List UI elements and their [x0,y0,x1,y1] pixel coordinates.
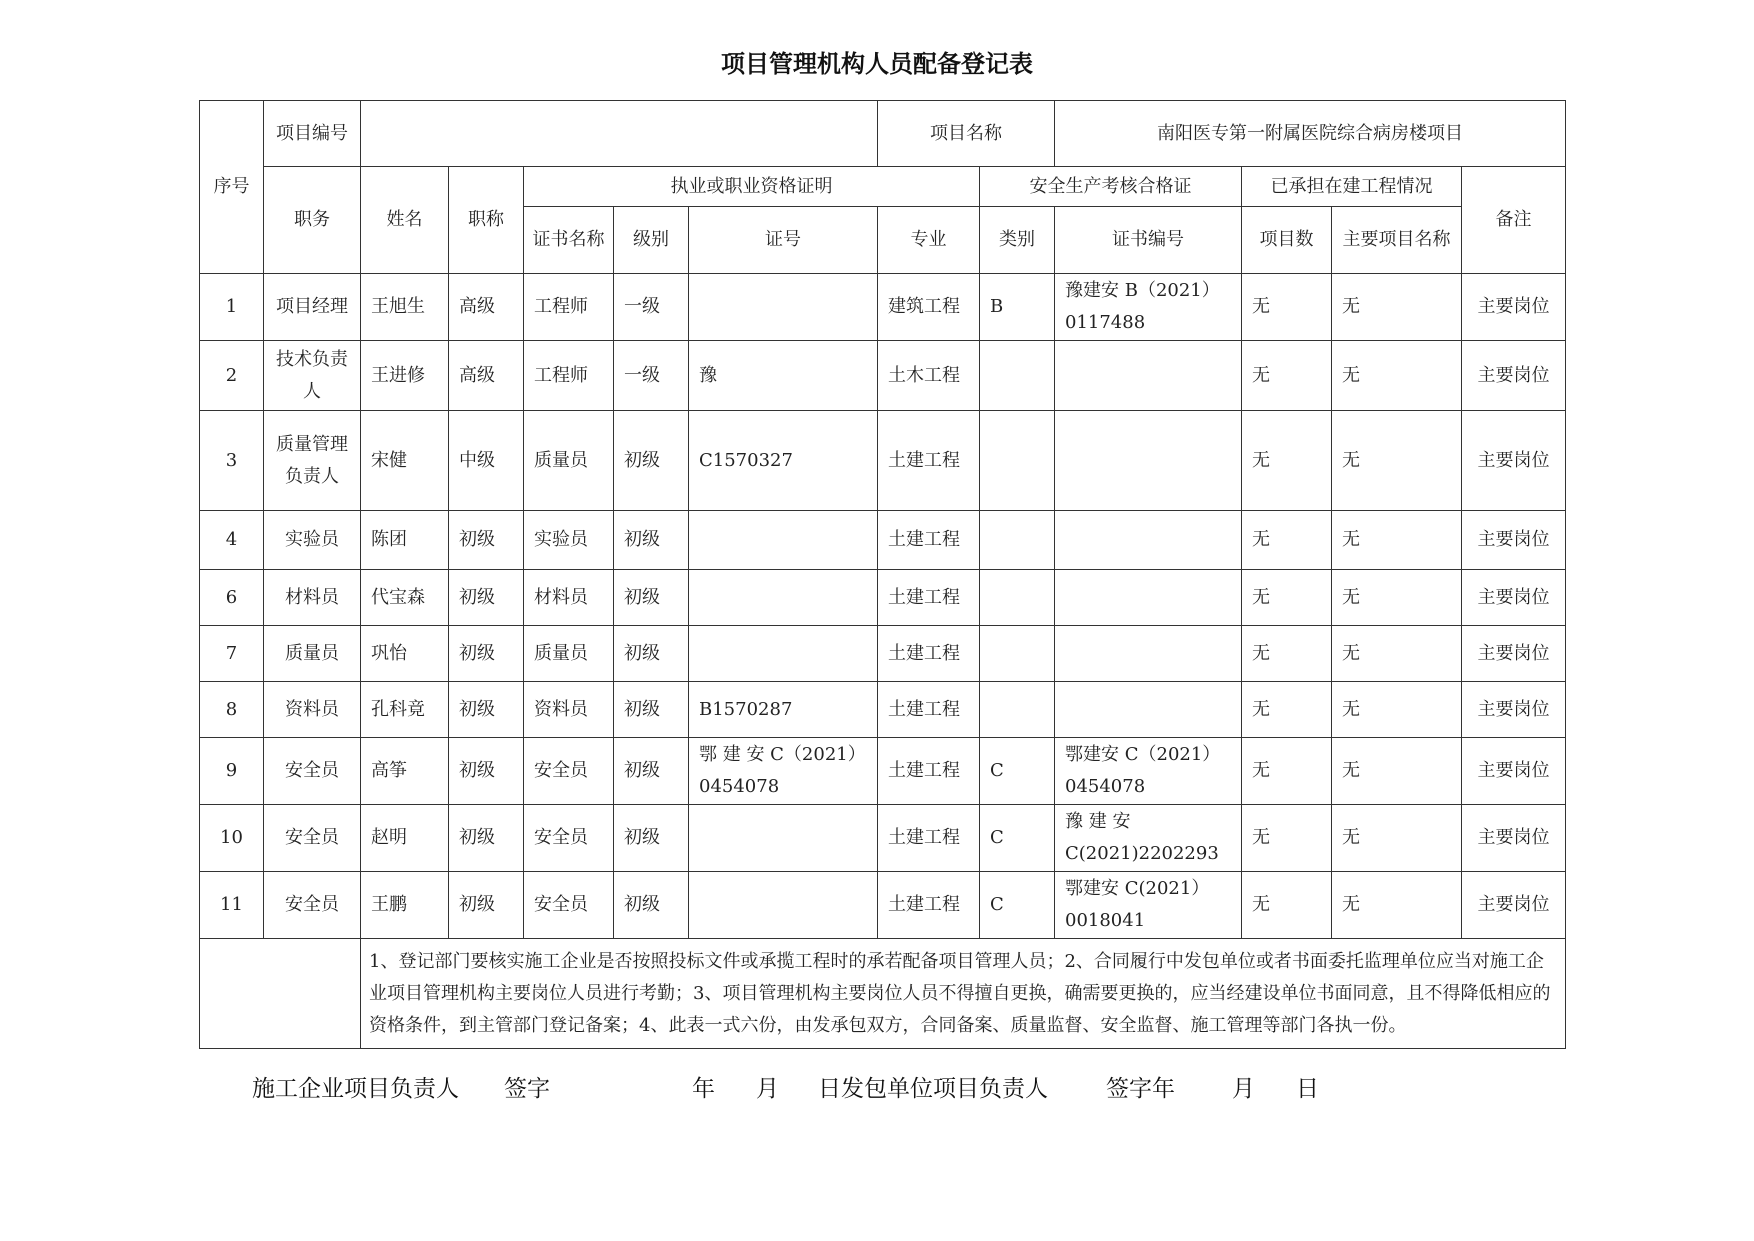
cell-cert-no [689,274,878,341]
cell-name: 宋健 [361,411,449,511]
project-code-value [361,101,878,167]
cell-safety-cert-no: 豫 建 安 C(2021)2202293 [1055,805,1242,872]
cell-main-project: 无 [1332,682,1462,738]
cell-name: 代宝森 [361,570,449,626]
header-seq: 序号 [200,101,264,274]
cell-level: 一级 [614,274,689,341]
cell-position: 技术负责人 [264,341,361,411]
cell-cert-name: 实验员 [524,511,614,570]
cell-cert-no [689,626,878,682]
cell-level: 初级 [614,738,689,805]
cell-safety-cert-no [1055,570,1242,626]
header-position: 职务 [264,167,361,274]
cell-cert-no: 豫 [689,341,878,411]
cell-title: 初级 [449,738,524,805]
year-label: 年 [692,1076,715,1102]
cell-position: 质量管理负责人 [264,411,361,511]
header-safety-cert-no: 证书编号 [1055,207,1242,274]
contractor-lead-label: 施工企业项目负责人 [252,1076,459,1102]
cell-level: 初级 [614,682,689,738]
cell-level: 初级 [614,872,689,939]
cell-major: 土建工程 [878,738,980,805]
cell-cert-no: 鄂 建 安 C（2021）0454078 [689,738,878,805]
cell-cert-name: 质量员 [524,626,614,682]
header-project-count: 项目数 [1242,207,1332,274]
cell-seq: 2 [200,341,264,411]
cell-level: 初级 [614,626,689,682]
sign-label: 签字 [504,1076,550,1102]
cell-safety-type [980,626,1055,682]
cell-main-project: 无 [1332,805,1462,872]
cell-major: 土建工程 [878,805,980,872]
cell-safety-type: C [980,805,1055,872]
cell-safety-type: C [980,738,1055,805]
cell-project-count: 无 [1242,626,1332,682]
cell-name: 巩怡 [361,626,449,682]
header-cert-no: 证号 [689,207,878,274]
header-remark: 备注 [1462,167,1566,274]
cell-title: 高级 [449,274,524,341]
cell-project-count: 无 [1242,570,1332,626]
table-row [200,738,1566,805]
cell-major: 土建工程 [878,511,980,570]
cell-cert-no [689,805,878,872]
cell-cert-name: 材料员 [524,570,614,626]
cell-level: 一级 [614,341,689,411]
cell-safety-cert-no [1055,682,1242,738]
project-name-value: 南阳医专第一附属医院综合病房楼项目 [1055,101,1566,167]
header-safety-group: 安全生产考核合格证 [980,167,1242,207]
cell-project-count: 无 [1242,872,1332,939]
cell-seq: 1 [200,274,264,341]
cell-title: 初级 [449,682,524,738]
cell-major: 土木工程 [878,341,980,411]
cell-safety-type [980,511,1055,570]
cell-name: 王旭生 [361,274,449,341]
table-row [200,872,1566,939]
cell-safety-cert-no: 鄂建安 C(2021）0018041 [1055,872,1242,939]
cell-main-project: 无 [1332,411,1462,511]
cell-seq: 9 [200,738,264,805]
cell-safety-cert-no: 豫建安 B（2021）0117488 [1055,274,1242,341]
cell-main-project: 无 [1332,626,1462,682]
cell-remark: 主要岗位 [1462,872,1566,939]
month-label: 月 [756,1076,779,1102]
cell-remark: 主要岗位 [1462,805,1566,872]
cell-cert-name: 质量员 [524,411,614,511]
cell-seq: 4 [200,511,264,570]
cell-seq: 3 [200,411,264,511]
cell-project-count: 无 [1242,411,1332,511]
cell-major: 土建工程 [878,682,980,738]
cell-seq: 6 [200,570,264,626]
cell-major: 土建工程 [878,626,980,682]
month-label-2: 月 [1232,1076,1255,1102]
cell-position: 项目经理 [264,274,361,341]
cell-name: 孔科竟 [361,682,449,738]
cell-cert-name: 工程师 [524,274,614,341]
page-title: 项目管理机构人员配备登记表 [721,50,1033,78]
cell-main-project: 无 [1332,570,1462,626]
notes-blank-cell [200,939,361,1049]
header-level: 级别 [614,207,689,274]
cell-safety-cert-no [1055,511,1242,570]
header-main-project: 主要项目名称 [1332,207,1462,274]
sign-year-label: 签字年 [1106,1076,1175,1102]
cell-remark: 主要岗位 [1462,274,1566,341]
cell-safety-type: B [980,274,1055,341]
cell-title: 初级 [449,872,524,939]
cell-project-count: 无 [1242,682,1332,738]
cell-safety-cert-no [1055,341,1242,411]
cell-remark: 主要岗位 [1462,411,1566,511]
cell-title: 初级 [449,511,524,570]
cell-cert-no [689,872,878,939]
cell-remark: 主要岗位 [1462,570,1566,626]
cell-safety-type [980,411,1055,511]
table-row [200,805,1566,872]
cell-seq: 7 [200,626,264,682]
header-projects-group: 已承担在建工程情况 [1242,167,1462,207]
cell-cert-name: 资料员 [524,682,614,738]
cell-safety-type [980,682,1055,738]
cell-project-count: 无 [1242,738,1332,805]
cell-remark: 主要岗位 [1462,626,1566,682]
table-row [200,411,1566,511]
header-major: 专业 [878,207,980,274]
cell-project-count: 无 [1242,341,1332,411]
table-row [200,626,1566,682]
cell-level: 初级 [614,411,689,511]
cell-project-count: 无 [1242,274,1332,341]
cell-main-project: 无 [1332,872,1462,939]
table-row [200,682,1566,738]
cell-name: 高筝 [361,738,449,805]
cell-position: 安全员 [264,872,361,939]
cell-project-count: 无 [1242,805,1332,872]
cell-level: 初级 [614,511,689,570]
cell-title: 初级 [449,805,524,872]
header-safety-type: 类别 [980,207,1055,274]
cell-seq: 11 [200,872,264,939]
cell-position: 质量员 [264,626,361,682]
project-name-label: 项目名称 [878,101,1055,167]
cell-major: 建筑工程 [878,274,980,341]
cell-cert-no [689,511,878,570]
cell-safety-cert-no [1055,411,1242,511]
header-name: 姓名 [361,167,449,274]
cell-cert-name: 安全员 [524,738,614,805]
header-qualification-group: 执业或职业资格证明 [524,167,980,207]
cell-major: 土建工程 [878,872,980,939]
cell-remark: 主要岗位 [1462,682,1566,738]
cell-title: 高级 [449,341,524,411]
notes-text: 1、登记部门要核实施工企业是否按照投标文件或承揽工程时的承若配备项目管理人员；2、合同履行中发包单位或者书面委托监理单位应当对施工企业项目管理机构主要岗位人员进行考勤；3、项目管理机构主要岗位人员不得擅自更换，确需要更换的，应当经建设单位书面同意，且不得降低相应的资格条件，到主管部门登记备案；4、此表一式六份，由发承包双方，合同备案、质量监督、安全监督、施工管理等部门各执一份。 [361,939,1566,1049]
cell-cert-no: C1570327 [689,411,878,511]
cell-position: 资料员 [264,682,361,738]
cell-cert-no: B1570287 [689,682,878,738]
header-title: 职称 [449,167,524,274]
signature-footer [0,1070,1754,1110]
cell-position: 安全员 [264,738,361,805]
table-row [200,570,1566,626]
day-label: 日 [1296,1076,1319,1102]
registration-table [199,100,1566,1049]
project-code-label: 项目编号 [264,101,361,167]
cell-major: 土建工程 [878,570,980,626]
cell-level: 初级 [614,805,689,872]
cell-safety-type [980,341,1055,411]
cell-title: 中级 [449,411,524,511]
cell-name: 陈团 [361,511,449,570]
cell-cert-no [689,570,878,626]
cell-main-project: 无 [1332,341,1462,411]
cell-safety-cert-no: 鄂建安 C（2021）0454078 [1055,738,1242,805]
cell-main-project: 无 [1332,738,1462,805]
cell-cert-name: 安全员 [524,805,614,872]
cell-level: 初级 [614,570,689,626]
cell-position: 材料员 [264,570,361,626]
cell-project-count: 无 [1242,511,1332,570]
cell-cert-name: 工程师 [524,341,614,411]
notes-row [200,939,1566,1049]
cell-name: 王进修 [361,341,449,411]
cell-name: 王鹏 [361,872,449,939]
cell-name: 赵明 [361,805,449,872]
employer-lead-label: 日发包单位项目负责人 [818,1076,1048,1102]
cell-remark: 主要岗位 [1462,511,1566,570]
cell-major: 土建工程 [878,411,980,511]
cell-remark: 主要岗位 [1462,341,1566,411]
cell-safety-type: C [980,872,1055,939]
table-row [200,274,1566,341]
cell-cert-name: 安全员 [524,872,614,939]
cell-position: 实验员 [264,511,361,570]
cell-main-project: 无 [1332,511,1462,570]
cell-seq: 8 [200,682,264,738]
table-row [200,511,1566,570]
cell-remark: 主要岗位 [1462,738,1566,805]
cell-safety-cert-no [1055,626,1242,682]
table-row [200,341,1566,411]
cell-title: 初级 [449,626,524,682]
cell-seq: 10 [200,805,264,872]
cell-main-project: 无 [1332,274,1462,341]
cell-position: 安全员 [264,805,361,872]
header-cert-name: 证书名称 [524,207,614,274]
cell-safety-type [980,570,1055,626]
cell-title: 初级 [449,570,524,626]
